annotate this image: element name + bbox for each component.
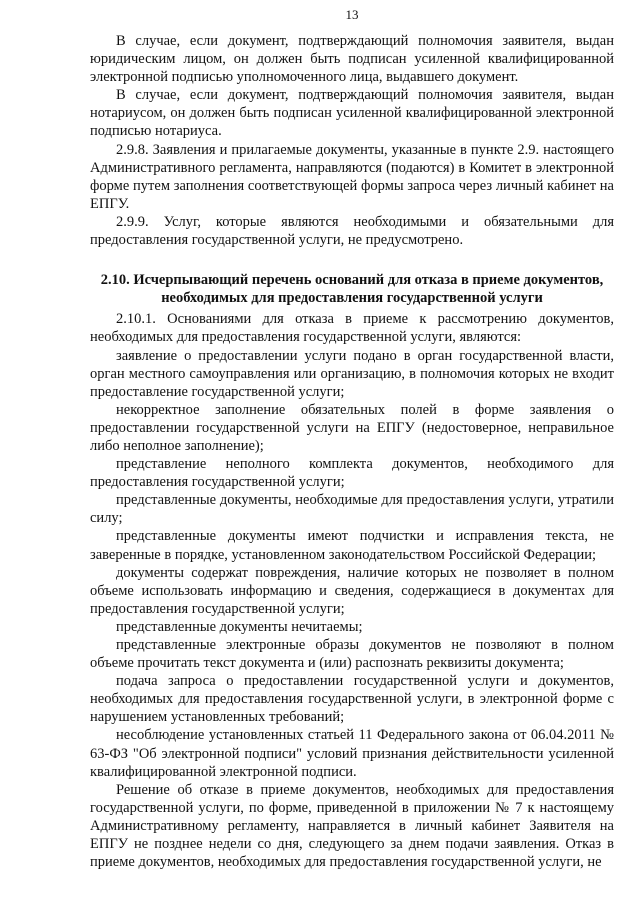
paragraph-2-9-9: 2.9.9. Услуг, которые являются необходимыми и обязательными для предоставления государственной услуги, не предусмотрено. bbox=[90, 213, 614, 249]
paragraph-authority-notary: В случае, если документ, подтверждающий полномочия заявителя, выдан нотариусом, он должен быть подписан усиленной квалифицированной электронной подписью нотариуса. bbox=[90, 87, 614, 140]
list-item-incorrect-fields: некорректное заполнение обязательных полей в форме заявления о предоставлении государственной услуги на ЕПГУ (недостоверное, неправильное либо неполное заполнение); bbox=[90, 401, 614, 454]
list-item-request-violation: подача запроса о предоставлении государственной услуги и документов, необходимых для предоставления государственной услуги, в электронной форме с нарушением установленных требований; bbox=[90, 673, 614, 726]
list-item-incomplete-set: представление неполного комплекта документов, необходимого для предоставления государственной услуги; bbox=[90, 456, 614, 491]
list-item-bad-electronic-images: представленные электронные образы документов не позволяют в полном объеме прочитать текст документа и (или) распознать реквизиты документа; bbox=[90, 637, 614, 672]
paragraph-authority-legal-entity: В случае, если документ, подтверждающий полномочия заявителя, выдан юридическим лицом, он должен быть подписан усиленной квалифицированной электронной подписью уполномоченного лица, выдавшего документ. bbox=[90, 33, 614, 86]
list-item-signature-violation: несоблюдение установленных статьей 11 Федерального закона от 06.04.2011 № 63-ФЗ "Об электронной подписи" условий признания действительности усиленной квалифицированной электронной подписи. bbox=[90, 727, 614, 780]
section-heading-2-10: 2.10. Исчерпывающий перечень оснований для отказа в приеме документов, необходимых для предоставления государственной услуги bbox=[100, 272, 604, 307]
list-item-damaged-documents: документы содержат повреждения, наличие которых не позволяет в полном объеме использовать информацию и сведения, содержащиеся в документах для предоставления государственной услуги; bbox=[90, 564, 614, 617]
paragraph-2-9-8: 2.9.8. Заявления и прилагаемые документы, указанные в пункте 2.9. настоящего Административного регламента, направляются (подаются) в Комитет в электронной форме путем заполнения соответствующей формы запроса через личный кабинет на ЕПГУ. bbox=[90, 141, 614, 212]
list-item-expired-documents: представленные документы, необходимые для предоставления услуги, утратили силу; bbox=[90, 492, 614, 527]
list-item-erasures: представленные документы имеют подчистки и исправления текста, не заверенные в порядке, установленном законодательством Российской Федерации; bbox=[90, 528, 614, 563]
paragraph-2-10-1: 2.10.1. Основаниями для отказа в приеме к рассмотрению документов, необходимых для предоставления государственной услуги, являются: bbox=[90, 311, 614, 346]
paragraph-refusal-decision: Решение об отказе в приеме документов, необходимых для предоставления государственной услуги, по форме, приведенной в приложении № 7 к настоящему Административному регламенту, направляется в личный кабинет Заявителя на ЕПГУ не позднее недели со дня, следующего за днем подачи заявления. Отказ в приеме документов, необходимых для предоставления государственной услуги, не bbox=[90, 781, 614, 871]
list-item-wrong-authority: заявление о предоставлении услуги подано в орган государственной власти, орган местного самоуправления или организацию, в полномочия которых не входит предоставление государственной услуги; bbox=[90, 347, 614, 400]
page-number: 13 bbox=[345, 7, 359, 22]
list-item-unreadable: представленные документы нечитаемы; bbox=[116, 618, 363, 635]
